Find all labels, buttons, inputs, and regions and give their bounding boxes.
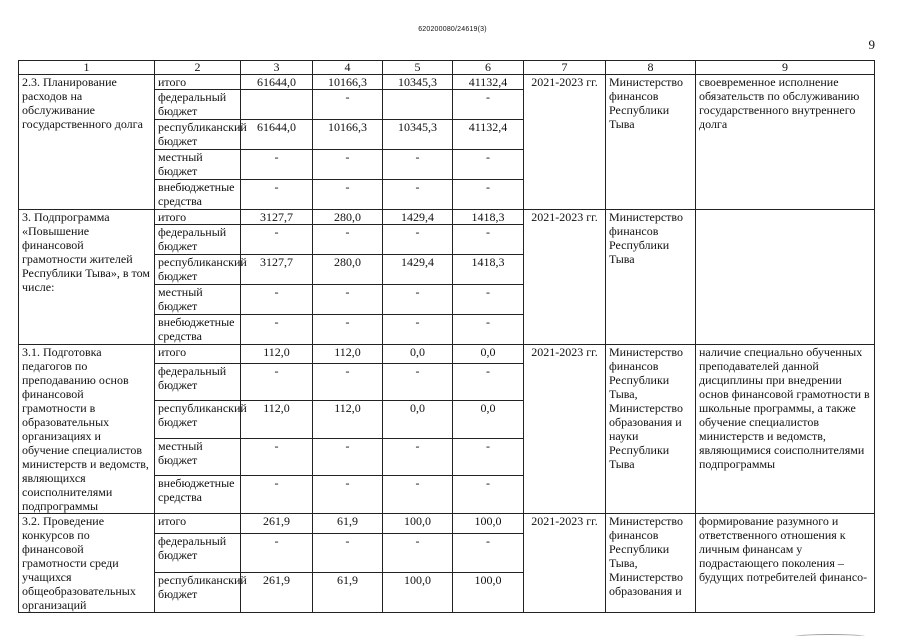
amount-total: -	[241, 285, 313, 315]
amount-2023: -	[453, 476, 524, 514]
budget-row	[19, 210, 875, 225]
document-code: 620200080/24619(3)	[418, 26, 487, 33]
amount-2023: -	[453, 533, 524, 573]
amount-2021: 10166,3	[313, 120, 383, 150]
amount-2021: -	[313, 533, 383, 573]
budget-row	[19, 345, 875, 364]
funding-source: местный бюджет	[155, 438, 241, 476]
amount-2023: -	[453, 315, 524, 345]
activity-name: 3.2. Проведение конкурсов по финансовой грамотности среди учащихся общеобразовательных организаций	[19, 514, 155, 613]
amount-2021: 112,0	[313, 401, 383, 439]
responsible-executor: Министерство финансов Республики Тыва	[606, 210, 696, 345]
amount-2021: 280,0	[313, 210, 383, 225]
amount-total: -	[241, 476, 313, 514]
funding-source: федеральный бюджет	[155, 363, 241, 401]
funding-source: внебюджетные средства	[155, 315, 241, 345]
funding-source: местный бюджет	[155, 285, 241, 315]
column-number: 3	[241, 61, 313, 75]
responsible-executor: Министерство финансов Республики Тыва	[606, 75, 696, 210]
amount-2021: -	[313, 225, 383, 255]
amount-total: -	[241, 150, 313, 180]
amount-total: 3127,7	[241, 210, 313, 225]
amount-2021: -	[313, 150, 383, 180]
amount-2022: -	[383, 476, 453, 514]
amount-2022: -	[383, 150, 453, 180]
amount-2023: -	[453, 225, 524, 255]
amount-2021: 10166,3	[313, 75, 383, 90]
amount-2023: -	[453, 363, 524, 401]
column-number: 5	[383, 61, 453, 75]
column-number: 6	[453, 61, 524, 75]
budget-row	[19, 514, 875, 534]
amount-total: -	[241, 438, 313, 476]
amount-2023: -	[453, 438, 524, 476]
funding-source: республиканский бюджет	[155, 401, 241, 439]
responsible-executor: Министерство финансов Республики Тыва, Министерство образования и науки Республики Тыва	[606, 345, 696, 514]
amount-2022: 100,0	[383, 573, 453, 613]
expected-result: формирование разумного и ответственного отношения к личным финансам у подрастающего поколения – будущих потребителей финансо-	[696, 514, 875, 613]
responsible-executor: Министерство финансов Республики Тыва, Министерство образования и	[606, 514, 696, 613]
amount-2022: -	[383, 363, 453, 401]
amount-2022: -	[383, 285, 453, 315]
column-number: 9	[696, 61, 875, 75]
amount-total: -	[241, 315, 313, 345]
amount-total: 61644,0	[241, 120, 313, 150]
amount-2021: -	[313, 315, 383, 345]
funding-source: итого	[155, 210, 241, 225]
funding-source: итого	[155, 345, 241, 364]
implementation-period: 2021-2023 гг.	[524, 210, 606, 345]
page-number: 9	[868, 37, 875, 52]
page-edge-mark	[795, 634, 865, 639]
amount-2022: 0,0	[383, 345, 453, 364]
amount-2021: 61,9	[313, 514, 383, 534]
amount-2023: 0,0	[453, 401, 524, 439]
amount-2023: 100,0	[453, 514, 524, 534]
implementation-period: 2021-2023 гг.	[524, 345, 606, 514]
column-number: 8	[606, 61, 696, 75]
expected-result: наличие специально обученных преподавателей данной дисциплины при внедрении основ финансовой грамотности в школьные программы, а также обучение специалистов министерств и ведомств, являющимися соисполнителями подпрограммы	[696, 345, 875, 514]
amount-2021: 280,0	[313, 255, 383, 285]
amount-2022: 1429,4	[383, 255, 453, 285]
funding-source: внебюджетные средства	[155, 476, 241, 514]
amount-2022	[383, 90, 453, 120]
amount-2021: -	[313, 285, 383, 315]
amount-2021: -	[313, 90, 383, 120]
amount-total: -	[241, 363, 313, 401]
amount-2021: -	[313, 180, 383, 210]
amount-2023: -	[453, 180, 524, 210]
amount-2023: 1418,3	[453, 210, 524, 225]
activity-name: 3. Подпрограмма «Повышение финансовой грамотности жителей Республики Тыва», в том числе:	[19, 210, 155, 345]
amount-total: -	[241, 225, 313, 255]
amount-total: 261,9	[241, 514, 313, 534]
amount-2021: 112,0	[313, 345, 383, 364]
implementation-period: 2021-2023 гг.	[524, 514, 606, 613]
amount-2022: 10345,3	[383, 120, 453, 150]
amount-2023: -	[453, 150, 524, 180]
funding-source: республиканский бюджет	[155, 573, 241, 613]
amount-total: 3127,7	[241, 255, 313, 285]
amount-total: 61644,0	[241, 75, 313, 90]
column-number: 1	[19, 61, 155, 75]
amount-2022: 10345,3	[383, 75, 453, 90]
amount-2021: -	[313, 363, 383, 401]
amount-2022: -	[383, 225, 453, 255]
amount-2023: 41132,4	[453, 75, 524, 90]
amount-2022: 100,0	[383, 514, 453, 534]
amount-total: 112,0	[241, 345, 313, 364]
amount-2021: -	[313, 438, 383, 476]
amount-2023: 0,0	[453, 345, 524, 364]
implementation-period: 2021-2023 гг.	[524, 75, 606, 210]
amount-total: -	[241, 180, 313, 210]
amount-2022: -	[383, 180, 453, 210]
amount-2023: 41132,4	[453, 120, 524, 150]
budget-row	[19, 75, 875, 90]
column-number: 7	[524, 61, 606, 75]
funding-source: федеральный бюджет	[155, 533, 241, 573]
budget-table	[18, 60, 875, 613]
funding-source: федеральный бюджет	[155, 90, 241, 120]
amount-2023: 100,0	[453, 573, 524, 613]
amount-2022: -	[383, 315, 453, 345]
amount-2022: -	[383, 533, 453, 573]
amount-2021: 61,9	[313, 573, 383, 613]
activity-name: 3.1. Подготовка педагогов по преподаванию основ финансовой грамотности в образовательных организациях и обучение специалистов министерств и ведомств, являющихся соисполнителями подпрограммы	[19, 345, 155, 514]
funding-source: республиканский бюджет	[155, 120, 241, 150]
funding-source: федеральный бюджет	[155, 225, 241, 255]
amount-total: -	[241, 533, 313, 573]
amount-2023: 1418,3	[453, 255, 524, 285]
column-number-row	[19, 61, 875, 75]
amount-2023: -	[453, 90, 524, 120]
amount-2021: -	[313, 476, 383, 514]
amount-total	[241, 90, 313, 120]
funding-source: республиканский бюджет	[155, 255, 241, 285]
column-number: 2	[155, 61, 241, 75]
funding-source: итого	[155, 514, 241, 534]
amount-total: 261,9	[241, 573, 313, 613]
funding-source: итого	[155, 75, 241, 90]
amount-2022: 0,0	[383, 401, 453, 439]
expected-result	[696, 210, 875, 345]
amount-2022: 1429,4	[383, 210, 453, 225]
amount-2023: -	[453, 285, 524, 315]
funding-source: местный бюджет	[155, 150, 241, 180]
expected-result: своевременное исполнение обязательств по обслуживанию государственного внутреннего долга	[696, 75, 875, 210]
column-number: 4	[313, 61, 383, 75]
activity-name: 2.3. Планирование расходов на обслуживание государственного долга	[19, 75, 155, 210]
amount-2022: -	[383, 438, 453, 476]
amount-total: 112,0	[241, 401, 313, 439]
funding-source: внебюджетные средства	[155, 180, 241, 210]
